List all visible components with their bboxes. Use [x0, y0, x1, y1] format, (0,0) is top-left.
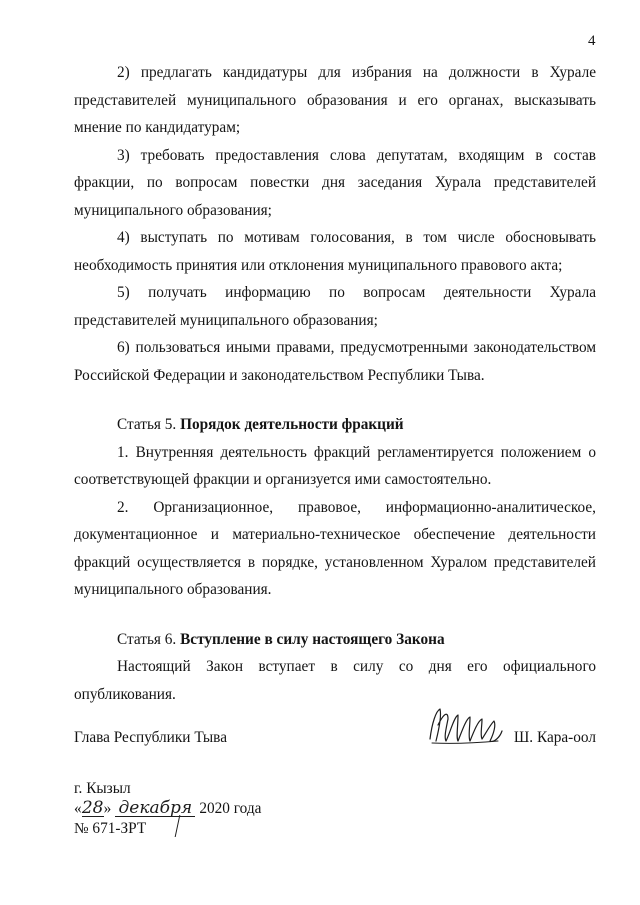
date-open-quote: «: [74, 800, 82, 817]
paragraph-right-3: 3) требовать предоставления слова депутатам, входящим в состав фракции, по вопросам повестки дня заседания Хурала представителей муниципального образования;: [74, 146, 596, 219]
date-line: [74, 799, 261, 819]
law-number: № 671-ЗРТ: [74, 820, 147, 837]
paragraph-right-2: 2) предлагать кандидатуры для избрания на должности в Хурале представителей муниципального образования и его органах, высказывать мнение по кандидатурам;: [74, 64, 596, 136]
handwritten-signature: [424, 703, 504, 747]
paragraph-right-6: 6) пользоваться иными правами, предусмотренными законодательством Российской Федерации и законодательством Республики Тыва.: [74, 339, 596, 384]
signature-block: [74, 725, 596, 765]
document-footer: [74, 779, 261, 839]
article-5-title: Порядок деятельности фракций: [180, 416, 404, 433]
article-5-label: Статья 5.: [117, 416, 177, 433]
article-5-paragraph-1: 1. Внутренняя деятельность фракций регламентируется положением о соответствующей фракции и организуется ими самостоятельно.: [74, 443, 596, 488]
date-day: 28: [81, 798, 104, 818]
article-6-label: Статья 6.: [117, 630, 177, 648]
date-year: 2020 года: [199, 800, 262, 817]
article-6-heading: [74, 626, 596, 654]
paragraph-right-4: 4) выступать по мотивам голосования, в том числе обосновывать необходимость принятия или отклонения муниципального правового акта;: [74, 229, 596, 274]
date-close-quote: »: [103, 800, 112, 817]
article-6-paragraph-1: Настоящий Закон вступает в силу со дня его официального опубликования.: [74, 658, 596, 703]
signatory-name: Ш. Кара-оол: [513, 729, 596, 746]
article-6-title: Вступление в силу настоящего Закона: [180, 630, 445, 648]
city-line: г. Кызыл: [74, 780, 131, 797]
article-5-heading: [74, 411, 596, 439]
signatory-role: Глава Республики Тыва: [74, 729, 227, 746]
date-month: декабря: [115, 800, 195, 817]
document-body: [74, 59, 596, 708]
page-number: 4: [588, 33, 596, 49]
article-5-paragraph-2: 2. Организационное, правовое, информационно-аналитическое, документационное и материально-техническое обеспечение деятельности фракций осуществляется в порядке, установленном Хуралом представителей муниципального образования.: [74, 498, 596, 598]
paragraph-right-5: 5) получать информацию по вопросам деятельности Хурала представителей муниципального образования;: [74, 284, 596, 329]
